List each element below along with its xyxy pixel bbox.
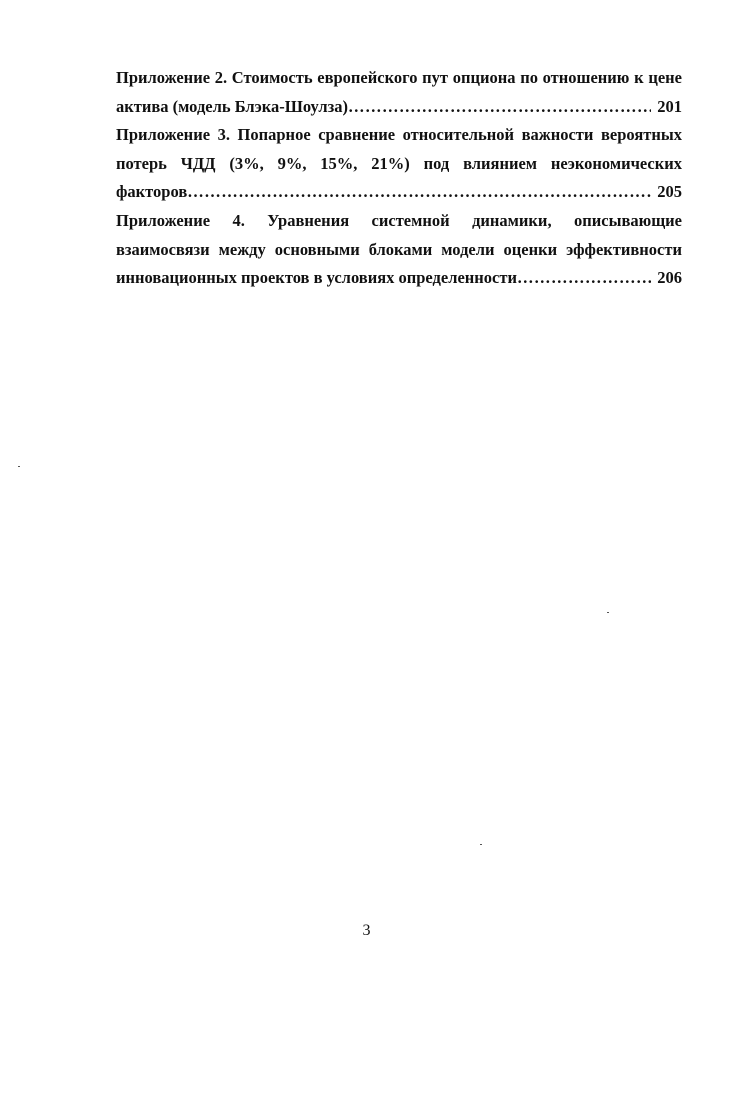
toc-entry-line: инновационных проектов в условиях определенности bbox=[116, 268, 517, 288]
toc-entry-leader-line bbox=[116, 93, 682, 122]
dot-leader bbox=[187, 178, 651, 207]
dot-leader bbox=[517, 264, 651, 293]
toc-page-number: 201 bbox=[657, 96, 682, 116]
toc-entry-line: Приложение 3. Попарное сравнение относительной важности вероятных bbox=[116, 125, 682, 145]
table-of-contents bbox=[116, 64, 682, 293]
toc-entry-line: факторов bbox=[116, 182, 188, 202]
scan-speck bbox=[607, 612, 609, 613]
toc-entry-line: потерь ЧДД (3%, 9%, 15%, 21%) под влиянием неэкономических bbox=[116, 153, 682, 173]
toc-entry-line: взаимосвязи между основными блоками модели оценки эффективности bbox=[116, 239, 682, 259]
dot-leader bbox=[348, 93, 651, 122]
toc-page-number: 205 bbox=[657, 182, 682, 202]
toc-entry-appendix-3[interactable] bbox=[116, 121, 682, 207]
toc-entry-appendix-4[interactable] bbox=[116, 207, 682, 293]
toc-page-number: 206 bbox=[657, 268, 682, 288]
page-number: 3 bbox=[362, 922, 371, 939]
toc-entry-line: Приложение 2. Стоимость европейского пут опциона по отношению к цене bbox=[116, 68, 682, 87]
toc-entry-appendix-2[interactable] bbox=[116, 64, 682, 121]
toc-entry-leader-line bbox=[116, 264, 682, 293]
scan-speck bbox=[18, 466, 20, 467]
toc-entry-leader-line bbox=[116, 178, 682, 207]
toc-entry-line: Приложение 4. Уравнения системной динамики, описывающие bbox=[116, 210, 682, 230]
toc-entry-line: актива (модель Блэка-Шоулза) bbox=[116, 96, 349, 116]
scan-speck bbox=[480, 844, 482, 845]
